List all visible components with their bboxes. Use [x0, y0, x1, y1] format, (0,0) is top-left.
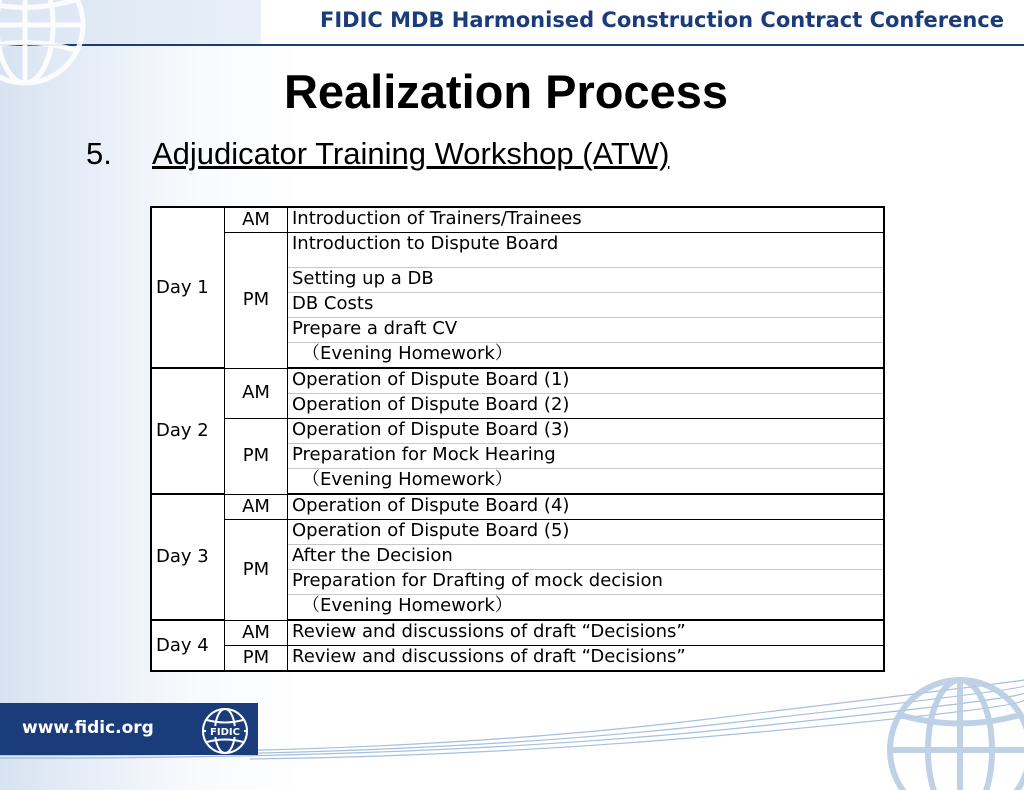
- activity-cell: Operation of Dispute Board (4): [288, 494, 885, 520]
- period-am: AM: [225, 494, 288, 520]
- conference-title: FIDIC MDB Harmonised Construction Contract Conference: [320, 8, 1004, 32]
- table-row: [151, 419, 884, 444]
- day-label: Day 2: [151, 368, 225, 494]
- activity-cell: Preparation for Drafting of mock decision: [288, 570, 885, 595]
- activity-cell: Prepare a draft CV: [288, 318, 885, 343]
- activity-cell: Operation of Dispute Board (5): [288, 520, 885, 545]
- fidic-globe-logo: [200, 706, 250, 756]
- activity-cell: Review and discussions of draft “Decisions”: [288, 620, 885, 646]
- activity-cell: After the Decision: [288, 545, 885, 570]
- activity-cell: Review and discussions of draft “Decisions”: [288, 646, 885, 672]
- activity-cell: （Evening Homework）: [288, 469, 885, 495]
- activity-cell: Introduction of Trainers/Trainees: [288, 207, 885, 233]
- day-label: Day 3: [151, 494, 225, 620]
- table-row: [151, 520, 884, 545]
- activity-cell: （Evening Homework）: [288, 343, 885, 369]
- list-item-text: Adjudicator Training Workshop (ATW): [152, 136, 670, 171]
- period-pm: PM: [225, 520, 288, 621]
- table-row: [151, 620, 884, 646]
- table-row: [151, 494, 884, 520]
- list-item-number: 5.: [86, 136, 112, 171]
- period-pm: PM: [225, 419, 288, 495]
- globe-grid-icon: [880, 670, 1024, 790]
- period-am: AM: [225, 207, 288, 233]
- day-label: Day 1: [151, 207, 225, 368]
- table-row: [151, 207, 884, 233]
- period-pm: PM: [225, 646, 288, 672]
- activity-cell: Operation of Dispute Board (1): [288, 368, 885, 394]
- period-am: AM: [225, 620, 288, 646]
- period-pm: PM: [225, 233, 288, 369]
- header-divider: [0, 44, 1024, 46]
- day-label: Day 4: [151, 620, 225, 671]
- table-row: [151, 233, 884, 268]
- period-am: AM: [225, 368, 288, 419]
- fidic-logo-text: FIDIC: [210, 727, 240, 738]
- activity-cell: Setting up a DB: [288, 268, 885, 293]
- activity-cell: Operation of Dispute Board (3): [288, 419, 885, 444]
- activity-cell: Operation of Dispute Board (2): [288, 394, 885, 419]
- slide-title: Realization Process: [283, 65, 729, 118]
- footer-url[interactable]: www.fidic.org: [22, 718, 154, 738]
- activity-cell: DB Costs: [288, 293, 885, 318]
- activity-cell: （Evening Homework）: [288, 595, 885, 621]
- schedule-table: [150, 206, 885, 672]
- activity-cell: Introduction to Dispute Board: [288, 233, 885, 268]
- table-row: [151, 368, 884, 394]
- activity-cell: Preparation for Mock Hearing: [288, 444, 885, 469]
